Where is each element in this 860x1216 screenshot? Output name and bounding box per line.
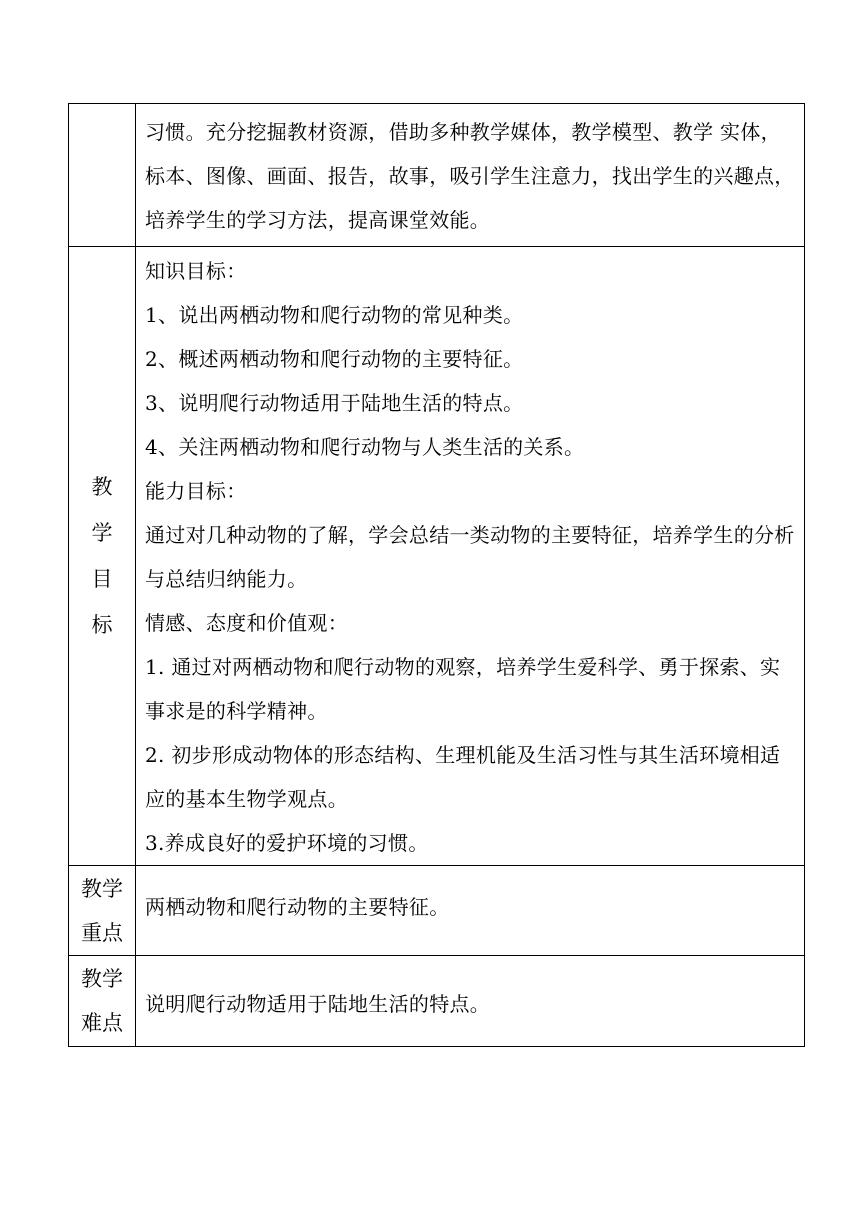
key-points-label [69, 866, 136, 956]
difficult-points-text: 说明爬行动物适用于陆地生活的特点。 [145, 992, 491, 1016]
table-row-teaching-goals [69, 247, 805, 866]
key-points-text: 两栖动物和爬行动物的主要特征。 [145, 895, 450, 919]
continuation-text: 习惯。充分挖掘教材资源，借助多种教学媒体，教学模型、教学 实体，标本、图像、画面、报告，故事，吸引学生注意力，找出学生的兴趣点，培养学生的学习方法，提高课堂效能。 [145, 120, 795, 232]
teaching-goals-cell [136, 247, 805, 866]
emotion-goal-item: 2. 初步形成动物体的形态结构、生理机能及生活习性与其生活环境相适应的基本生物学观点。 [145, 743, 781, 811]
label-char: 教 [91, 475, 113, 499]
row-label-empty [69, 104, 136, 247]
table-row-continuation [69, 104, 805, 247]
label-char: 学 [91, 521, 113, 545]
knowledge-goal-item: 2、概述两栖动物和爬行动物的主要特征。 [145, 347, 524, 371]
knowledge-goal-item: 4、关注两栖动物和爬行动物与人类生活的关系。 [145, 435, 585, 459]
difficult-points-label [69, 956, 136, 1047]
key-points-cell [136, 866, 805, 956]
knowledge-goal-heading: 知识目标： [145, 259, 247, 283]
label-line: 重点 [81, 920, 123, 945]
emotion-goal-item: 1. 通过对两栖动物和爬行动物的观察，培养学生爱科学、勇于探索、实事求是的科学精神。 [145, 655, 781, 723]
knowledge-goal-item: 1、说出两栖动物和爬行动物的常见种类。 [145, 303, 524, 327]
continuation-cell [136, 104, 805, 247]
label-line: 教学 [81, 967, 123, 991]
table-row-difficult-points [69, 956, 805, 1047]
label-line: 教学 [81, 876, 123, 901]
teaching-goals-label [69, 247, 136, 866]
label-line: 难点 [81, 1011, 123, 1035]
ability-goal-heading: 能力目标： [145, 479, 247, 503]
lesson-plan-table [68, 103, 805, 1047]
label-char: 目 [91, 567, 113, 591]
emotion-goal-heading: 情感、态度和价值观： [145, 611, 348, 635]
table-row-key-points [69, 866, 805, 956]
ability-goal-text: 通过对几种动物的了解，学会总结一类动物的主要特征，培养学生的分析与总结归纳能力。 [145, 523, 795, 591]
knowledge-goal-item: 3、说明爬行动物适用于陆地生活的特点。 [145, 391, 524, 415]
label-char: 标 [91, 613, 113, 637]
emotion-goal-item: 3.养成良好的爱护环境的习惯。 [145, 831, 429, 855]
difficult-points-cell [136, 956, 805, 1047]
